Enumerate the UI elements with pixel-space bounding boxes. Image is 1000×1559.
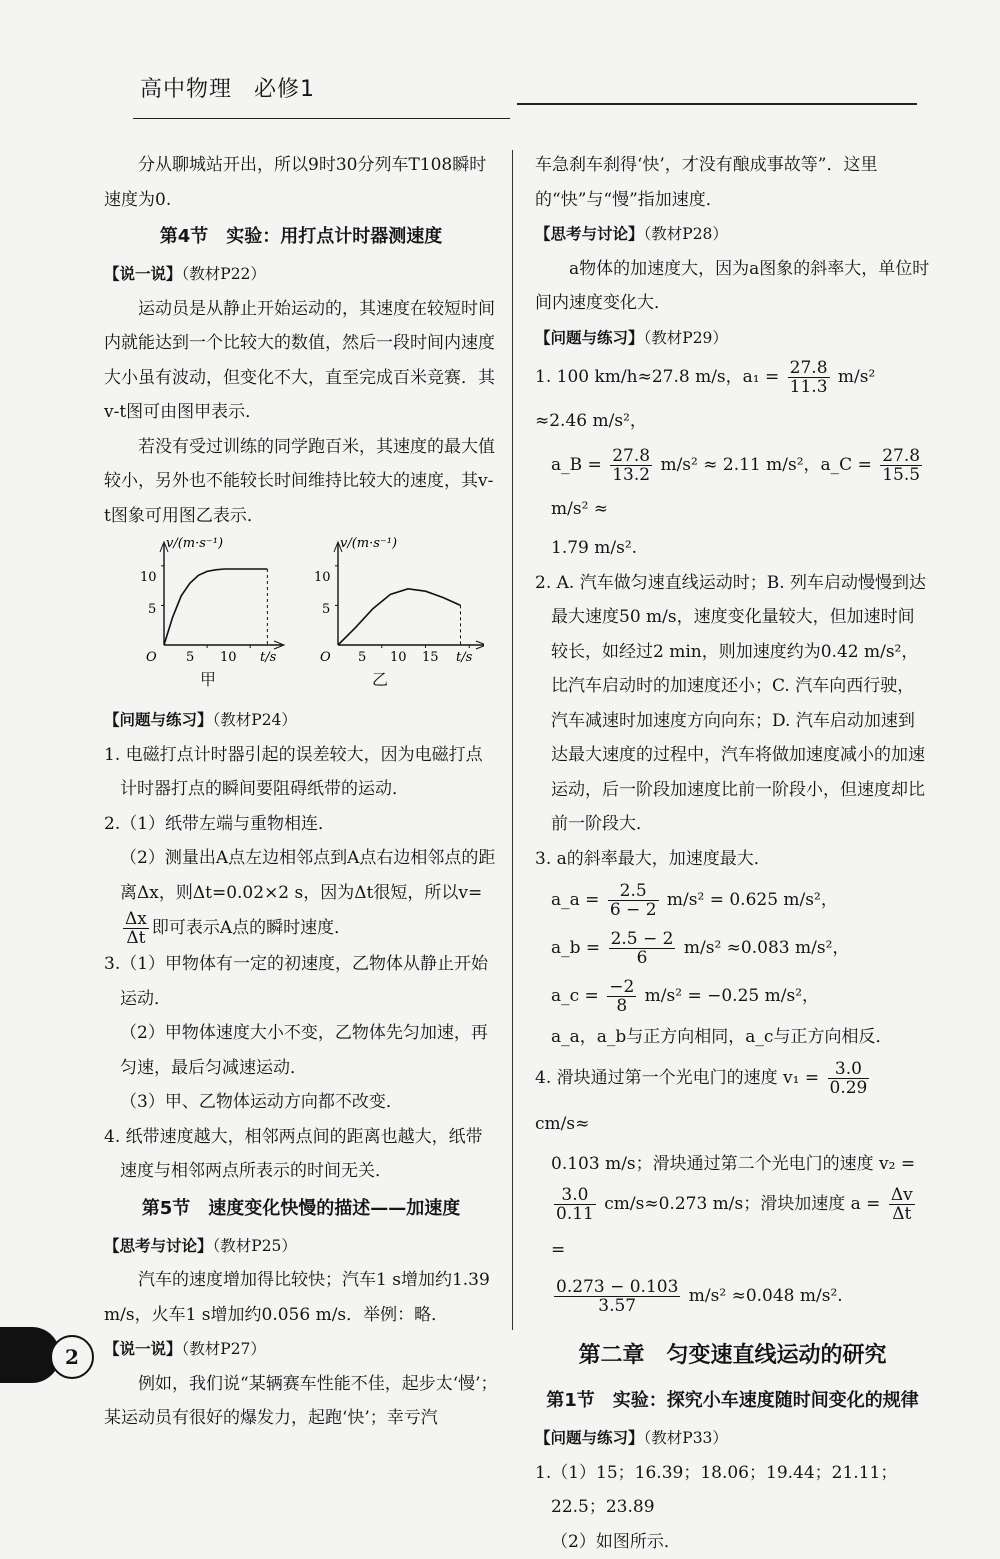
chapter-2-title: 第二章 匀变速直线运动的研究 (535, 1331, 930, 1381)
shuo-paragraph-1: 运动员是从静止开始运动的，其速度在较短时间内就能达到一个比较大的数值，然后一段时间内速度大小虽有波动，但变化不大，直至完成百米竞赛．其v-t图可由图甲表示． (104, 292, 498, 430)
fraction-denominator: 13.2 (610, 466, 652, 484)
answer-1: 1. 电磁打点计时器引起的误差较大，因为电磁打点计时器打点的瞬间要阻碍纸带的运动． (104, 738, 498, 807)
answer-2-2 (104, 841, 498, 947)
chapter-2-section-1-title: 第1节 实验：探究小车速度随时间变化的规律 (535, 1381, 930, 1421)
q3-ab-result: m/s² ≈0.083 m/s²， (678, 938, 849, 958)
q3-conclusion: a_a，a_b与正方向相同，a_c与正方向相反． (535, 1020, 930, 1055)
graph-yi-ytick-10: 10 (314, 570, 331, 585)
question-4 (535, 1055, 930, 1147)
fraction-numerator: 27.8 (788, 359, 830, 378)
c2-answer-2: （2）如图所示． (535, 1525, 930, 1559)
tag-wenti-r2: 【问题与练习】 (535, 1429, 644, 1447)
graph-yi-xtick-5: 5 (358, 650, 366, 663)
answer-2-1: 2.（1）纸带左端与重物相连． (104, 807, 498, 842)
q4-text-a: 4. 滑块通过第一个光电门的速度 v₁ = (535, 1068, 825, 1088)
vt-graphs (104, 533, 498, 703)
book-title: 高中物理 (140, 77, 232, 102)
header-rule-right (517, 103, 917, 105)
right-column (535, 148, 930, 1559)
graph-jia-ytick-5: 5 (148, 602, 156, 617)
page-header (140, 72, 337, 103)
fraction-numerator: 27.8 (610, 447, 652, 466)
graph-jia-xtick-10: 10 (220, 650, 237, 663)
fraction-numerator: 27.8 (880, 447, 922, 466)
q3-c-line (535, 972, 930, 1020)
question-3: 3. a的斜率最大，加速度最大． (535, 842, 930, 877)
q1-text-d: m/s² ≈ 2.11 m/s²，a_C = (655, 455, 877, 475)
fraction-denominator: Δt (123, 929, 149, 947)
ref-p29: （教材P29） (644, 329, 728, 347)
answer-3-3: （3）甲、乙物体运动方向都不改变． (104, 1085, 498, 1120)
fraction-numerator: 2.5 − 2 (609, 930, 676, 949)
q4-text-b: cm/s≈ (535, 1114, 589, 1134)
graph-yi-xlabel: t/s (456, 650, 473, 663)
q4-text-e: = (551, 1240, 565, 1260)
q3-ab: a_b = (551, 938, 606, 958)
graph-yi-ylabel: v/(m·s⁻¹) (340, 536, 397, 551)
q3-ac-result: m/s² = −0.25 m/s²， (639, 986, 819, 1006)
tag-shuo: 【说一说】 (104, 265, 182, 283)
c2-answer-1: 1.（1）15；16.39；18.06；19.44；21.11；22.5；23.89 (535, 1456, 930, 1525)
q1-text-b: m/s² ≈2.46 m/s²， (535, 367, 875, 431)
q4-fraction-1 (828, 1060, 870, 1097)
vt-graph-jia (140, 533, 290, 663)
question-1 (535, 355, 930, 443)
graph-yi-xtick-15: 15 (422, 650, 439, 663)
header-rule-left (133, 118, 510, 119)
fraction-numerator: Δx (123, 910, 149, 929)
page-number: 2 (50, 1335, 94, 1379)
q4-fraction-2 (554, 1186, 596, 1223)
q1-text-c: a_B = (551, 455, 607, 475)
section-4-title: 第4节 实验：用打点计时器测速度 (104, 217, 498, 257)
fraction-numerator: 3.0 (828, 1060, 870, 1079)
tag-shuo-2: 【说一说】 (104, 1340, 182, 1358)
vt-graph-yi (314, 533, 484, 663)
intro-text: 分从聊城站开出，所以9时30分列车T108瞬时速度为0. (104, 148, 498, 217)
ref-p33: （教材P33） (644, 1429, 728, 1447)
sikao-paragraph: 汽车的速度增加得比较快；汽车1 s增加约1.39 m/s，火车1 s增加约0.056 m/s．举例：略． (104, 1263, 498, 1332)
graph-jia-xtick-5: 5 (186, 650, 194, 663)
q4-fraction-4 (554, 1278, 680, 1315)
q1-text-e: m/s² ≈ (551, 499, 608, 519)
graph-yi-curve (338, 589, 461, 645)
q4-fraction-3 (889, 1186, 915, 1223)
fraction-denominator: 11.3 (788, 378, 830, 396)
answer-3-2: （2）甲物体速度大小不变，乙物体先匀加速，再匀速，最后匀减速运动． (104, 1016, 498, 1085)
graph-jia-ytick-10: 10 (140, 570, 157, 585)
q4-text-g: m/s² ≈0.048 m/s². (683, 1286, 842, 1306)
q1-fraction-3 (880, 447, 922, 484)
sikao-r-paragraph: a物体的加速度大，因为a图象的斜率大，单位时间内速度变化大． (535, 252, 930, 321)
q3-aa: a_a = (551, 890, 605, 910)
graph-yi-ytick-5: 5 (322, 602, 330, 617)
q3-fraction-c (607, 978, 636, 1015)
answer-3-1: 3.（1）甲物体有一定的初速度，乙物体从静止开始运动． (104, 947, 498, 1016)
q3-a-line (535, 876, 930, 924)
fraction-denominator: 0.11 (554, 1205, 596, 1223)
column-divider (512, 150, 513, 1330)
q1-fraction-2 (610, 447, 652, 484)
section-5-title: 第5节 速度变化快慢的描述——加速度 (104, 1189, 498, 1229)
ref-p22: （教材P22） (182, 265, 266, 283)
fraction-numerator: 0.273 − 0.103 (554, 1278, 680, 1297)
graph-jia-ylabel: v/(m·s⁻¹) (166, 536, 223, 551)
fraction-denominator: 15.5 (880, 466, 922, 484)
tag-wenti: 【问题与练习】 (104, 711, 213, 729)
continued-text: 车急刹车刹得‘快’，才没有酿成事故等”．这里的“快”与“慢”指加速度． (535, 148, 930, 217)
q1-text-a: 1. 100 km/h≈27.8 m/s，a₁ = (535, 367, 785, 387)
fraction-numerator: 3.0 (554, 1186, 596, 1205)
q4-text-d: cm/s≈0.273 m/s；滑块加速度 a = (599, 1194, 886, 1214)
graph-yi-xtick-10: 10 (390, 650, 407, 663)
q3-fraction-b (609, 930, 676, 967)
q3-fraction-a (608, 882, 659, 919)
shuo-paragraph-2: 若没有受过训练的同学跑百米，其速度的最大值较小，另外也不能较长时间维持比较大的速度，其v-t图象可用图乙表示． (104, 430, 498, 534)
q3-b-line (535, 924, 930, 972)
q1-fraction-1 (788, 359, 830, 396)
graph-jia-label: 甲 (200, 663, 216, 698)
q4-line-3 (535, 1181, 930, 1273)
tag-sikao-r: 【思考与讨论】 (535, 225, 644, 243)
fraction-numerator: 2.5 (608, 882, 659, 901)
q3-aa-result: m/s² = 0.625 m/s²， (662, 890, 838, 910)
q3-ac: a_c = (551, 986, 604, 1006)
graph-jia-xlabel: t/s (260, 650, 277, 663)
question-2: 2. A. 汽车做匀速直线运动时；B. 列车启动慢慢到达最大速度50 m/s，速度变化量较大，但加速时间较长，如经过2 min，则加速度约为0.42 m/s²，比汽车启动时的加速度还小；C. 汽车向西行驶，汽车减速时加速度方向向东；D. 汽车启动加速到达最大速度的过程中，汽车将做加速度减小的加速运动，后一阶段加速度比前一阶段小，但速度却比前一阶段大． (535, 566, 930, 842)
fraction-numerator: −2 (607, 978, 636, 997)
graph-yi-origin: O (320, 650, 331, 663)
left-column (104, 148, 498, 1436)
tag-sikao: 【思考与讨论】 (104, 1237, 213, 1255)
answer-4: 4. 纸带速度越大，相邻两点间的距离也越大，纸带速度与相邻两点所表示的时间无关． (104, 1120, 498, 1189)
question-1-line-3: 1.79 m/s². (535, 531, 930, 566)
ref-p25: （教材P25） (213, 1237, 297, 1255)
fraction-denominator: Δt (889, 1205, 915, 1223)
q4-line-4 (535, 1273, 930, 1319)
graph-jia-origin: O (146, 650, 157, 663)
volume-title: 必修1 (254, 77, 315, 102)
shuo2-paragraph: 例如，我们说“某辆赛车性能不佳，起步太‘慢’；某运动员有很好的爆发力，起跑‘快’；幸亏汽 (104, 1367, 498, 1436)
fraction-numerator: Δv (889, 1186, 915, 1205)
q4-line-2: 0.103 m/s；滑块通过第二个光电门的速度 v₂ = (535, 1147, 930, 1182)
fraction-denominator: 6 (609, 949, 676, 967)
graph-jia-curve (164, 569, 267, 645)
dx-dt-fraction (123, 910, 149, 947)
tag-wenti-r: 【问题与练习】 (535, 329, 644, 347)
answer-2-2-tail: 即可表示A点的瞬时速度． (152, 918, 351, 938)
ref-p27: （教材P27） (182, 1340, 266, 1358)
fraction-denominator: 0.29 (828, 1079, 870, 1097)
answer-2-2-text: （2）测量出A点左边相邻点到A点右边相邻点的距离Δx，则Δt=0.02×2 s，因为Δt很短，所以v= (120, 848, 495, 903)
fraction-denominator: 8 (607, 997, 636, 1015)
ref-p24: （教材P24） (213, 711, 297, 729)
fraction-denominator: 6 − 2 (608, 901, 659, 919)
question-1-line-2 (535, 443, 930, 531)
graph-yi-label: 乙 (372, 663, 388, 698)
fraction-denominator: 3.57 (554, 1297, 680, 1315)
ref-p28: （教材P28） (644, 225, 728, 243)
